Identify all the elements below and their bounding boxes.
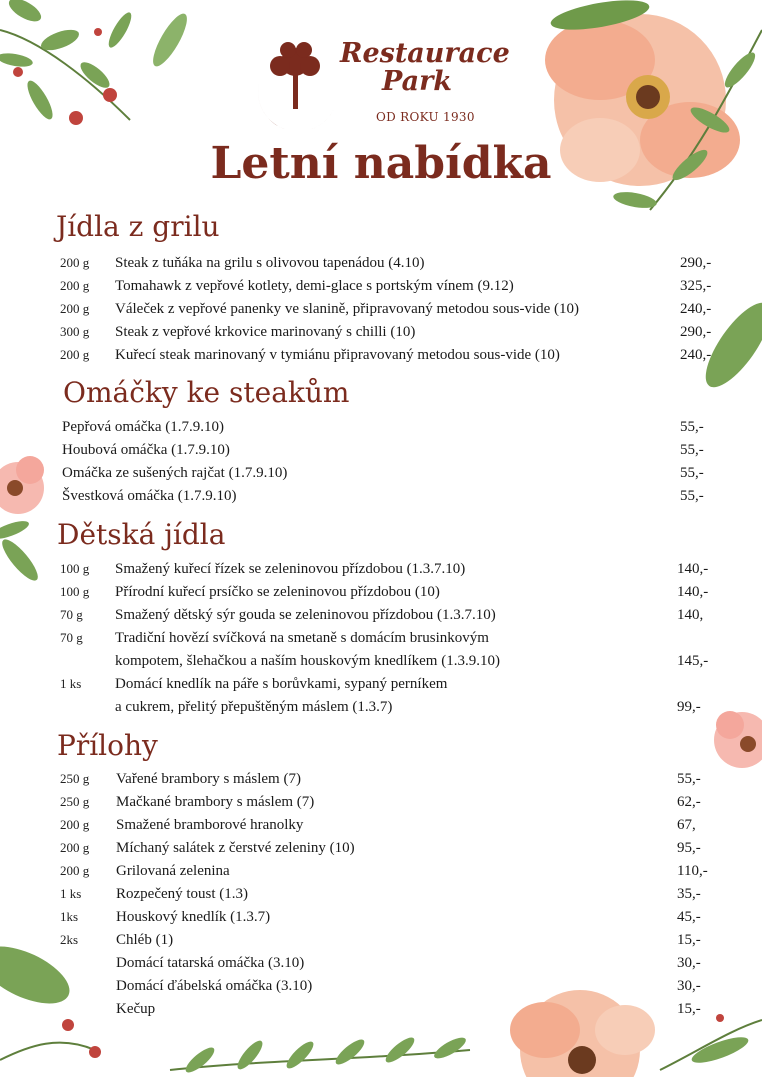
item-price: 55,-: [680, 442, 704, 458]
item-price: 110,-: [677, 863, 708, 879]
item-name: Tradiční hovězí svíčková na smetaně s domácím brusinkovým: [115, 630, 489, 646]
item-name: Grilovaná zelenina: [116, 863, 230, 879]
item-price: 240,-: [680, 301, 712, 317]
flower-bottom-right-icon: [510, 990, 762, 1077]
item-price: 95,-: [677, 840, 701, 856]
item-price: 15,-: [677, 932, 701, 948]
item-price: 62,-: [677, 794, 701, 810]
item-weight: 200 g: [60, 840, 90, 855]
item-price: 140,-: [677, 561, 709, 577]
item-price: 55,-: [680, 419, 704, 435]
item-name: Smažený kuřecí řízek se zeleninovou přízdobou (1.3.7.10): [115, 561, 466, 577]
restaurant-name-line1: Restaurace: [340, 38, 510, 69]
item-name: Houbová omáčka (1.7.9.10): [62, 442, 230, 458]
item-weight: 200 g: [60, 278, 90, 293]
item-name: Rozpečený toust (1.3): [116, 886, 249, 902]
item-name: Přírodní kuřecí prsíčko se zeleninovou přízdobou (10): [115, 584, 440, 600]
item-name-continued: kompotem, šlehačkou a naším houskovým knedlíkem (1.3.9.10): [115, 653, 500, 669]
item-name: Kečup: [116, 1001, 156, 1017]
section-title-grill: Jídla z grilu: [56, 210, 220, 243]
item-weight: 1 ks: [60, 676, 82, 691]
item-name: Vařené brambory s máslem (7): [116, 771, 301, 787]
item-price: 140,: [677, 607, 704, 623]
item-name: Steak z vepřové krkovice marinovaný s chilli (10): [115, 324, 416, 340]
item-weight: 250 g: [60, 794, 90, 809]
item-name: Omáčka ze sušených rajčat (1.7.9.10): [62, 465, 288, 481]
item-name: Houskový knedlík (1.3.7): [116, 909, 271, 925]
item-price: 30,-: [677, 955, 701, 971]
section-title-kids: Dětská jídla: [57, 518, 226, 551]
item-name: Tomahawk z vepřové kotlety, demi-glace s portským vínem (9.12): [115, 278, 514, 294]
leaf-branch-top-left-icon: [0, 0, 193, 123]
item-price: 55,-: [680, 488, 704, 504]
item-name: Chléb (1): [116, 932, 174, 948]
item-weight: 70 g: [60, 630, 83, 645]
item-weight: 200 g: [60, 347, 90, 362]
item-name: Smažené bramborové hranolky: [116, 817, 304, 833]
item-weight: 200 g: [60, 255, 90, 270]
tree-logo-icon: [250, 34, 340, 129]
item-name: Mačkané brambory s máslem (7): [116, 794, 315, 810]
leaf-branch-bottom-left-icon: [0, 935, 101, 1060]
item-weight: 200 g: [60, 301, 90, 316]
item-name: Domácí tatarská omáčka (3.10): [116, 955, 305, 971]
item-price: 240,-: [680, 347, 712, 363]
flower-left-icon: [0, 456, 44, 585]
item-name: Domácí knedlík na páře s borůvkami, sypaný perníkem: [115, 676, 448, 692]
item-weight: 200 g: [60, 817, 90, 832]
item-price: 290,-: [680, 324, 712, 340]
item-weight: 2ks: [60, 932, 79, 947]
section-title-sides: Přílohy: [57, 729, 158, 762]
item-price: 55,-: [680, 465, 704, 481]
item-price: 55,-: [677, 771, 701, 787]
established-text: OD ROKU 1930: [376, 110, 475, 124]
item-name-continued: a cukrem, přelitý přepuštěným máslem (1.3.7): [115, 699, 393, 715]
item-price: 290,-: [680, 255, 712, 271]
item-name: Steak z tuňáka na grilu s olivovou tapenádou (4.10): [115, 255, 425, 271]
restaurant-logo: [250, 34, 510, 129]
item-weight: 100 g: [60, 561, 90, 576]
item-price: 35,-: [677, 886, 701, 902]
restaurant-name: [340, 40, 510, 96]
item-weight: 1 ks: [60, 886, 82, 901]
restaurant-name-line2: Park: [382, 66, 453, 97]
item-weight: 250 g: [60, 771, 90, 786]
item-price: 45,-: [677, 909, 701, 925]
item-name: Pepřová omáčka (1.7.9.10): [62, 419, 225, 435]
item-weight: 1ks: [60, 909, 79, 924]
item-price: 145,-: [677, 653, 709, 669]
item-weight: 70 g: [60, 607, 83, 622]
item-name: Míchaný salátek z čerstvé zeleniny (10): [116, 840, 355, 856]
item-name: Švestková omáčka (1.7.9.10): [62, 488, 237, 504]
item-name: Smažený dětský sýr gouda se zeleninovou přízdobou (1.3.7.10): [115, 607, 496, 623]
item-weight: 100 g: [60, 584, 90, 599]
item-name: Váleček z vepřové panenky ve slanině, připravovaný metodou sous-vide (10): [115, 301, 580, 317]
item-price: 99,-: [677, 699, 701, 715]
item-price: 67,: [677, 817, 696, 833]
flower-right-icon: [714, 711, 762, 768]
leaf-branch-bottom-center-icon: [170, 1034, 470, 1076]
item-name: Domácí ďábelská omáčka (3.10): [116, 978, 313, 994]
item-price: 325,-: [680, 278, 712, 294]
item-price: 140,-: [677, 584, 709, 600]
item-weight: 200 g: [60, 863, 90, 878]
section-title-sauces: Omáčky ke steakům: [63, 376, 350, 409]
item-weight: 300 g: [60, 324, 90, 339]
item-price: 15,-: [677, 1001, 701, 1017]
page-title: Letní nabídka: [210, 138, 552, 189]
item-name: Kuřecí steak marinovaný v tymiánu připravovaný metodou sous-vide (10): [115, 347, 560, 363]
item-price: 30,-: [677, 978, 701, 994]
